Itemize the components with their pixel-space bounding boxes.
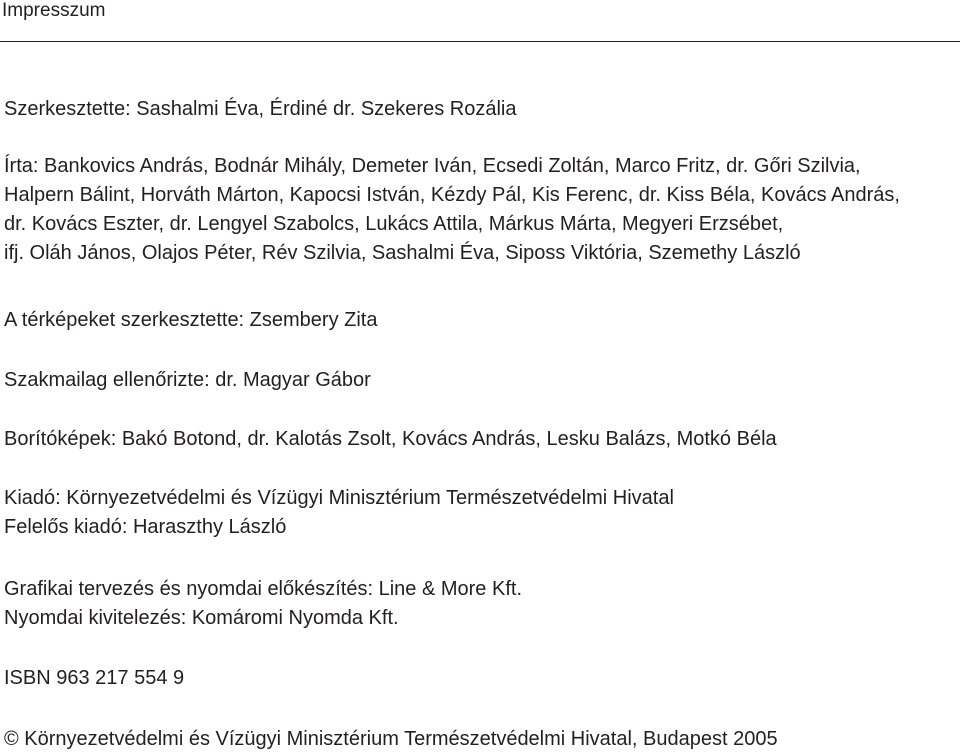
editors-block	[4, 95, 958, 124]
isbn-line: ISBN 963 217 554 9	[4, 667, 185, 689]
authors-line-1: Írta: Bankovics András, Bodnár Mihály, Demeter Iván, Ecsedi Zoltán, Marco Fritz, dr. Gőri Szilvia,	[4, 155, 861, 177]
publisher-block	[4, 484, 958, 542]
cover-photos-line: Borítóképek: Bakó Botond, dr. Kalotás Zsolt, Kovács András, Lesku Balázs, Motkó Béla	[4, 428, 777, 450]
cover-photos-block	[4, 425, 958, 454]
production-block	[4, 575, 958, 633]
page-header-title: Impresszum	[2, 0, 106, 21]
header-divider	[0, 41, 960, 42]
isbn-block	[4, 664, 958, 693]
authors-line-3: dr. Kovács Eszter, dr. Lengyel Szabolcs, Lukács Attila, Márkus Márta, Megyeri Erzsébet,	[4, 213, 784, 235]
design-line: Grafikai tervezés és nyomdai előkészítés: Line & More Kft.	[4, 578, 522, 600]
maps-line: A térképeket szerkesztette: Zsembery Zita	[4, 309, 378, 331]
editors-line: Szerkesztette: Sashalmi Éva, Érdiné dr. Szekeres Rozália	[4, 98, 517, 120]
authors-line-2: Halpern Bálint, Horváth Márton, Kapocsi István, Kézdy Pál, Kis Ferenc, dr. Kiss Béla, Kovács András,	[4, 184, 900, 206]
maps-block	[4, 306, 958, 335]
reviewer-block	[4, 366, 958, 395]
copyright-block	[4, 725, 958, 754]
copyright-line: © Környezetvédelmi és Vízügyi Minisztérium Természetvédelmi Hivatal, Budapest 2005	[4, 728, 778, 750]
publisher-line: Kiadó: Környezetvédelmi és Vízügyi Minisztérium Természetvédelmi Hivatal	[4, 487, 674, 509]
responsible-publisher-line: Felelős kiadó: Haraszthy László	[4, 516, 287, 538]
reviewer-line: Szakmailag ellenőrizte: dr. Magyar Gábor	[4, 369, 371, 391]
printing-line: Nyomdai kivitelezés: Komáromi Nyomda Kft.	[4, 607, 399, 629]
authors-block	[4, 152, 958, 268]
authors-line-4: ifj. Oláh János, Olajos Péter, Rév Szilvia, Sashalmi Éva, Siposs Viktória, Szemethy László	[4, 242, 801, 264]
